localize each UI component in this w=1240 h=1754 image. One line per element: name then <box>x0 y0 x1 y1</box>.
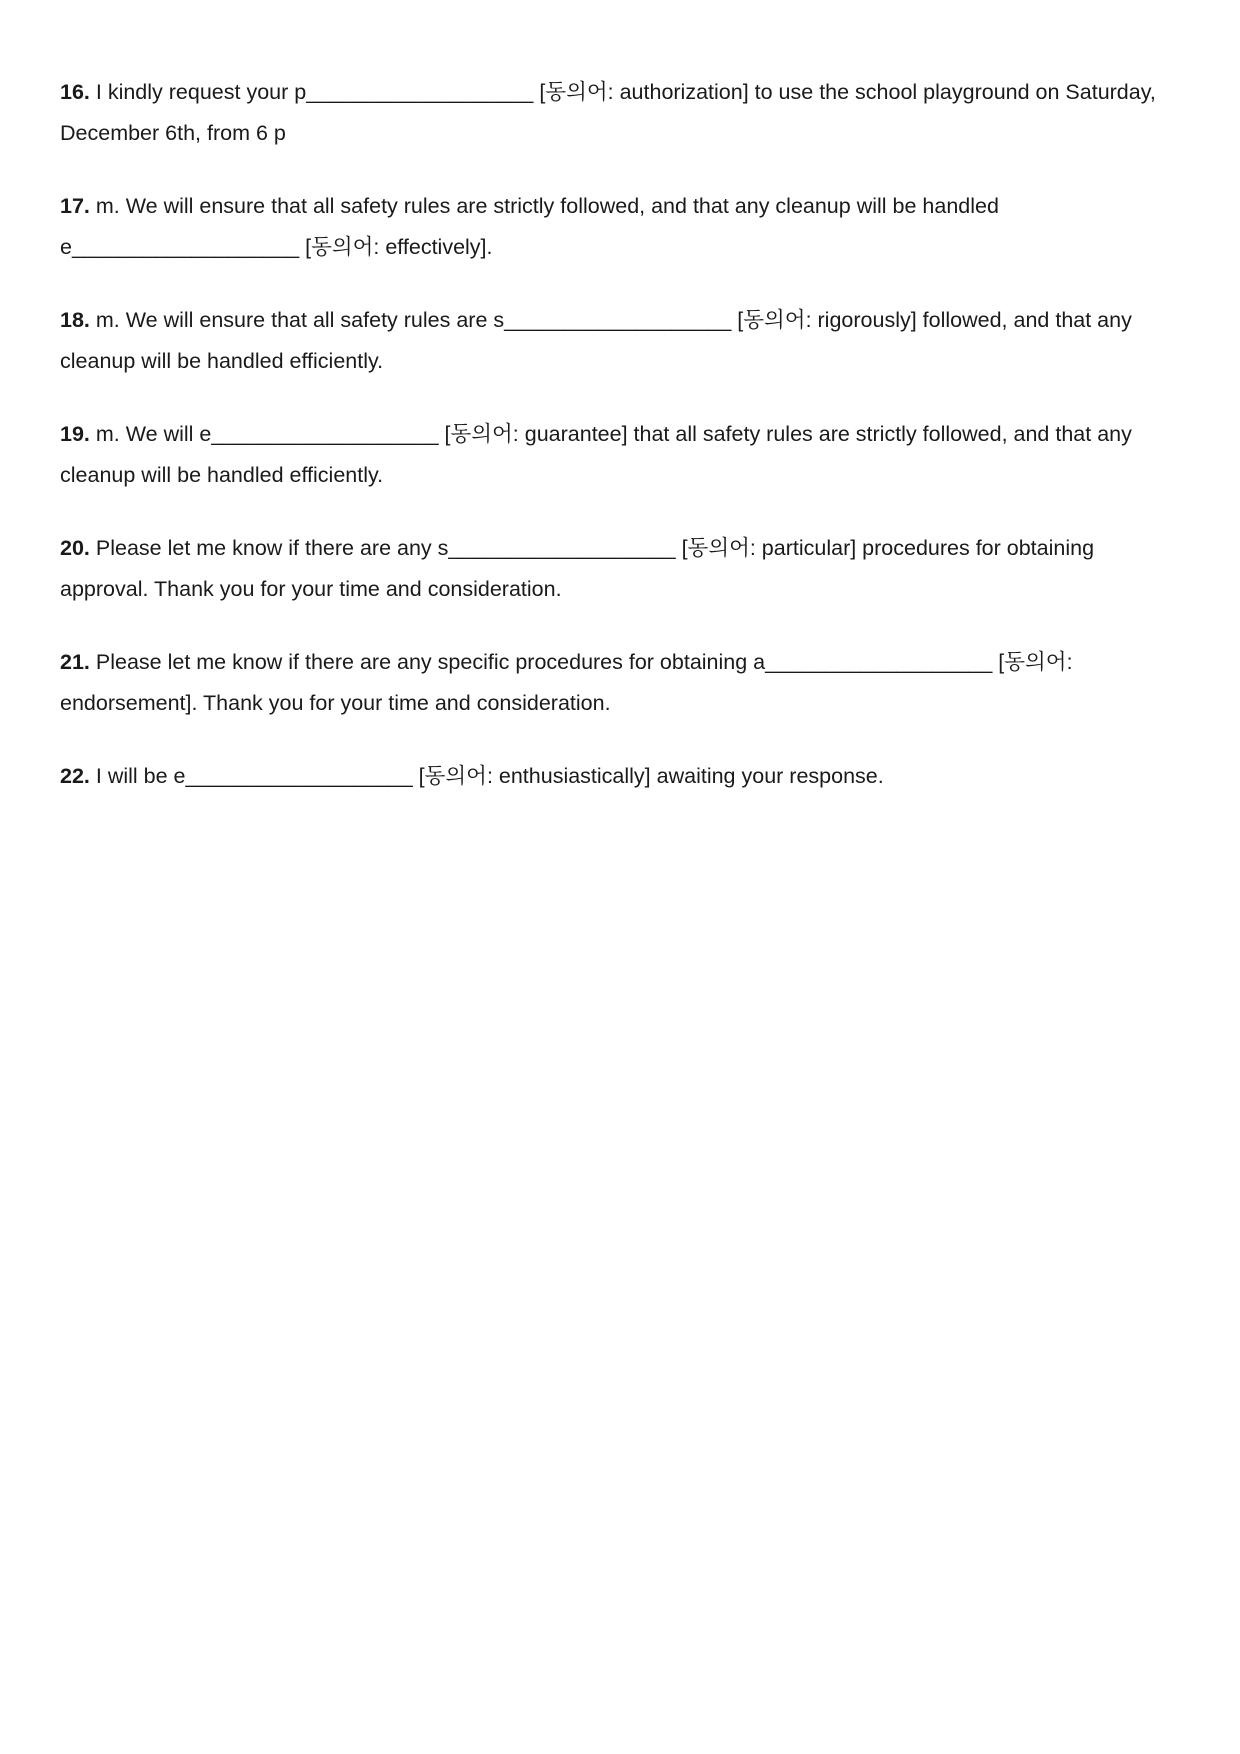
question-text: m. We will ensure that all safety rules are strictly followed, and that any cleanup will be handled e___________________ [동의어: effectively]. <box>60 194 999 259</box>
question-number: 21. <box>60 650 90 674</box>
question-text: Please let me know if there are any specific procedures for obtaining a___________________ [동의어: endorsement]. Thank you for your time and consideration. <box>60 650 1073 715</box>
question-number: 16. <box>60 80 90 104</box>
question-20 <box>60 528 1180 610</box>
worksheet-page <box>60 72 1180 829</box>
question-text: m. We will e___________________ [동의어: guarantee] that all safety rules are strictly followed, and that any cleanup will be handled efficiently. <box>60 422 1132 487</box>
question-text: m. We will ensure that all safety rules are s___________________ [동의어: rigorously] followed, and that any cleanup will be handled efficiently. <box>60 308 1132 373</box>
question-text: Please let me know if there are any s___________________ [동의어: particular] procedures for obtaining approval. Thank you for your time and consideration. <box>60 536 1095 601</box>
question-18 <box>60 300 1180 382</box>
question-number: 22. <box>60 764 90 788</box>
question-text: I kindly request your p___________________ [동의어: authorization] to use the school playground on Saturday, December 6th, from 6 p <box>60 80 1156 145</box>
question-17 <box>60 186 1180 268</box>
question-number: 20. <box>60 536 90 560</box>
question-16 <box>60 72 1180 154</box>
question-22 <box>60 756 1180 797</box>
question-number: 17. <box>60 194 90 218</box>
question-number: 18. <box>60 308 90 332</box>
question-21 <box>60 642 1180 724</box>
question-number: 19. <box>60 422 90 446</box>
question-text: I will be e___________________ [동의어: enthusiastically] awaiting your response. <box>95 764 884 788</box>
question-19 <box>60 414 1180 496</box>
